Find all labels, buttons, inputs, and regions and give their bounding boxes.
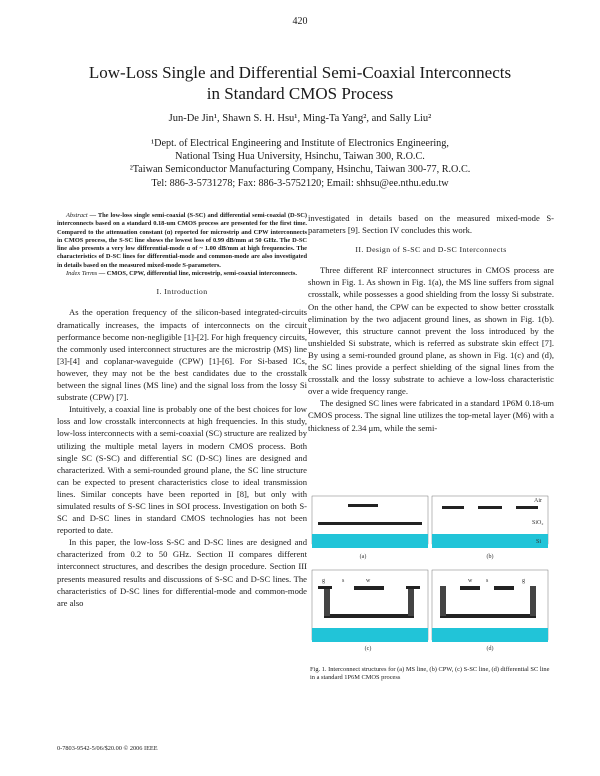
abstract-text: — The low-loss single semi-coaxial (S-SC) and differential semi-coaxial (D-SC) interconnects based on a standard 0.18-um CMOS process are presented for the first time. Compared to the attenuation constant (α) reported for microstrip and CPW interconnects in CMOS process, the S-SC line shows the lowest loss of 0.99 dB/mm at 50 GHz. The D-SC line also presents a very low differential-mode α of ~ 1.00 dB/mm at high frequencies. The characteristics of D-SC lines for differential-mode and common-mode are also investigated in details based on the measured mixed-mode S-parameters. — [57, 212, 307, 269]
index-terms-text: — CMOS, CPW, differential line, microstrip, semi-coaxial interconnects. — [97, 270, 297, 278]
page-number: 420 — [292, 16, 308, 27]
interconnect-structures-diagram — [308, 478, 554, 668]
abstract-label: Abstract — [66, 212, 88, 219]
affiliation-line-4: Tel: 886-3-5731278; Fax: 886-3-5752120; Email: shhsu@ee.nthu.edu.tw — [151, 177, 449, 189]
design-paragraph: The designed SC lines were fabricated in a standard 1P6M 0.18-um CMOS process. The signal line utilizes the top-metal layer (M6) with a thickness of 2.34 μm, while the semi- — [308, 398, 554, 433]
layer-label-si: Si — [536, 539, 542, 545]
dim-g-d: g — [522, 578, 525, 584]
section-heading-introduction: I. Introduction — [156, 287, 208, 297]
author-list: Jun-De Jin¹, Shawn S. H. Hsu¹, Ming-Ta Yang², and Sally Liu² — [168, 113, 432, 124]
dim-g-c: g — [322, 578, 325, 584]
left-column — [57, 212, 307, 609]
panel-a — [312, 496, 428, 560]
layer-label-sio2: SiO₂ — [532, 520, 544, 526]
affiliation-block — [60, 137, 540, 190]
affiliation-line-3: ²Taiwan Semiconductor Manufacturing Company, Hsinchu, Taiwan 300-77, R.O.C. — [129, 164, 471, 176]
title-line-1: Low-Loss Single and Differential Semi-Coaxial Interconnects — [88, 63, 512, 82]
intro-paragraph: As the operation frequency of the silicon-based integrated-circuits dramatically increases, the impacts of interconnects on the circuit performance become non-negligible [1]-[2]. For high frequency circuits, the commonly used interconnect structures are the microstrip (MS) line [3]-[4] and coplanar-waveguide (CPW) [1]-[6]. For Si-based ICs, however, they may not be the best candidates due to the crosstalk between the signal lines (MS line) and the signal loss from the lossy Si substrate (CPW) [7]. — [57, 307, 307, 403]
continuation-paragraph: investigated in details based on the measured mixed-mode S-parameters [9]. Section IV concludes this work. — [308, 213, 554, 236]
dim-w-d: w — [468, 578, 473, 584]
dim-s-d: s — [486, 578, 489, 584]
panel-label-c: (c) — [364, 646, 372, 652]
panel-c — [312, 570, 428, 652]
title-line-2: in Standard CMOS Process — [206, 84, 394, 103]
affiliation-line-2: National Tsing Hua University, Hsinchu, Taiwan 300, R.O.C. — [175, 151, 425, 163]
intro-paragraph: In this paper, the low-loss S-SC and D-SC lines are designed and characterized from 0.2 to 50 GHz. Section II compares different interconnect structures, and describes the design procedure. Section III presents measured results and discussions of S-SC and D-SC lines. The characteristics of D-SC lines for differential-mode and common-mode are also — [57, 537, 307, 608]
right-column — [308, 212, 554, 434]
layer-label-air: Air — [534, 498, 542, 504]
panel-label-b: (b) — [486, 554, 494, 560]
index-terms — [57, 270, 307, 278]
abstract — [57, 212, 307, 270]
dim-w-c: w — [366, 578, 371, 584]
figure-1 — [308, 478, 554, 674]
dim-s-c: s — [342, 578, 345, 584]
paper-title — [40, 62, 560, 104]
panel-label-a: (a) — [359, 554, 367, 560]
panel-d — [432, 570, 548, 652]
panel-b — [432, 496, 548, 560]
panel-label-d: (d) — [486, 646, 494, 652]
intro-paragraph: Intuitively, a coaxial line is probably one of the best choices for low loss and low crosstalk interconnects at high frequencies. In this study, low-loss interconnects with a semi-coaxial (SC) structure are realized by utilizing the multiple metal layers in modern CMOS process. Both single SC (S-SC) and differential SC (D-SC) lines are designed and characterized. With a semi-rounded ground plane, the SC line structure can be expected to present characteristics close to ideal transmission lines. Similar concepts have been reported in [8], but only with simulated results of S-SC lines in SOI process. Investigation on both S-SC and D-SC lines in standard CMOS technologies has not been reported to date. — [57, 404, 307, 536]
design-paragraph: Three different RF interconnect structures in CMOS process are shown in Fig. 1. As shown in Fig. 1(a), the MS line suffers from signal crosstalk, while possesses a good shielding from the lossy Si substrate. On the other hand, the CPW can be expected to show better crosstalk elimination by the two adjacent ground lines, as shown in Fig. 1(b). However, this structure cannot prevent the loss introduced by the unshielded Si substrate, which is referred as substrate skin effect [7]. By using a semi-rounded ground plane, as shown in Fig. 1(c) and (d), the SC lines provide a perfect shielding of the signal lines from the crosstalk and the lossy substrate to achieve a low-loss characteristic over a wide frequency range. — [308, 265, 554, 397]
figure-caption: Fig. 1. Interconnect structures for (a) MS line, (b) CPW, (c) S-SC line, (d) differential SC line in a standard 1P6M CMOS process — [310, 666, 550, 682]
affiliation-line-1: ¹Dept. of Electrical Engineering and Institute of Electronics Engineering, — [151, 138, 449, 149]
index-terms-label: Index Terms — [66, 270, 98, 278]
section-heading-design: II. Design of S-SC and D-SC Interconnects — [355, 245, 507, 255]
copyright-footer: 0-7803-9542-5/06/$20.00 © 2006 IEEE — [57, 745, 158, 752]
